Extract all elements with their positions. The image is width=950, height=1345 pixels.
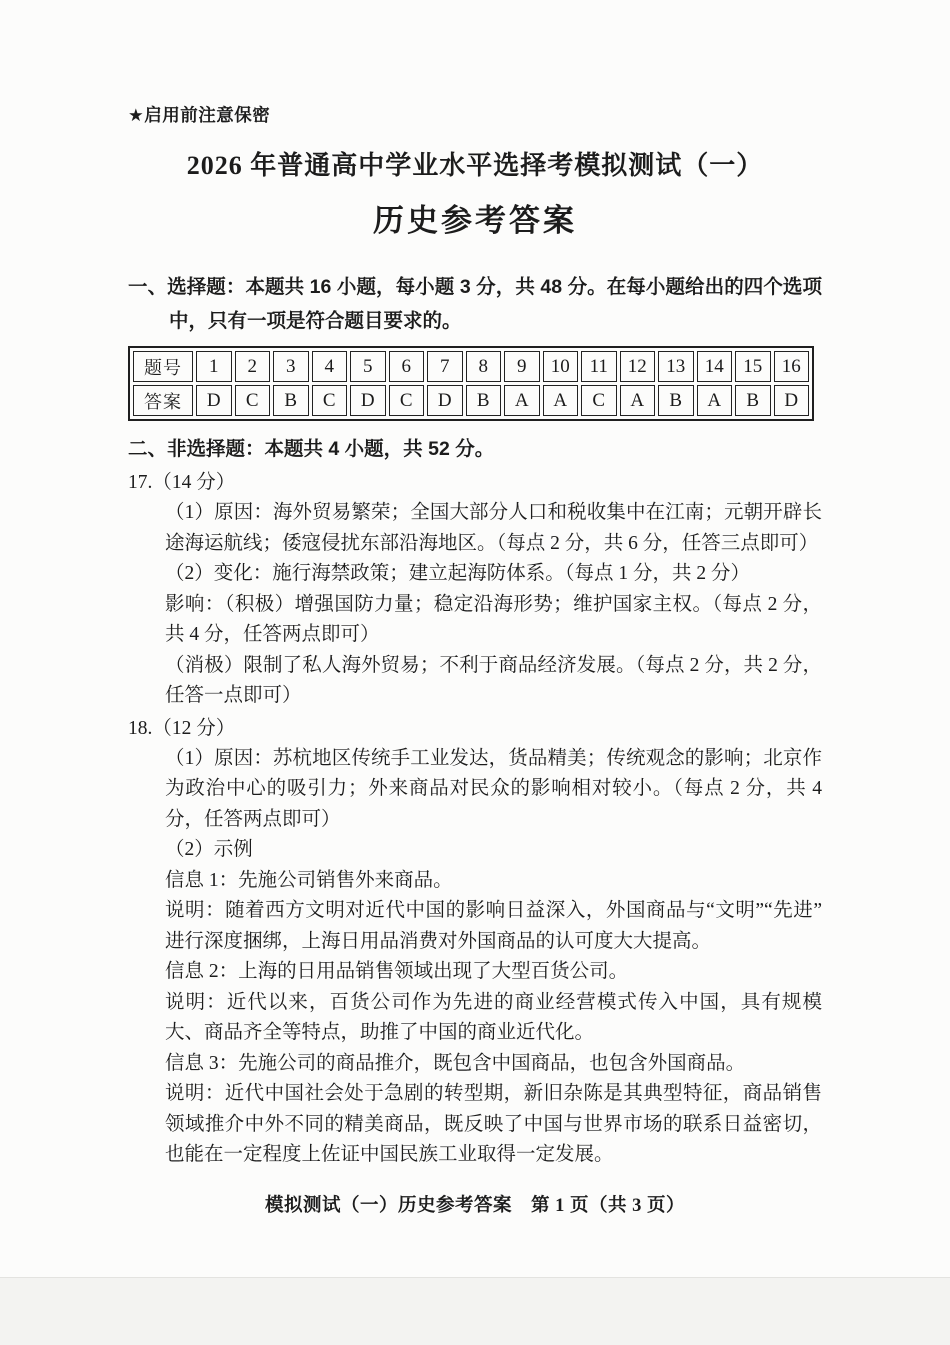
page-bottom-edge: [0, 1277, 950, 1345]
section-choice-heading: 一、选择题：本题共 16 小题，每小题 3 分，共 48 分。在每小题给出的四个选项中，只有一项是符合题目要求的。: [128, 276, 822, 332]
answer-cell: C: [389, 385, 425, 416]
question-17-answer-paragraph: （1）原因：海外贸易繁荣；全国大部分人口和税收集中在江南；元朝开辟长途海运航线；倭寇侵扰东部沿海地区。（每点 2 分，共 6 分，任答三点即可）: [165, 502, 822, 554]
question-number-cell: 5: [350, 351, 386, 382]
question-18-answer-paragraph: 信息 1：先施公司销售外来商品。: [165, 869, 453, 891]
question-18-answer-paragraph: 说明：近代中国社会处于急剧的转型期，新旧杂陈是其典型特征，商品销售领域推介中外不同的精美商品，既反映了中国与世界市场的联系日益密切，也能在一定程度上佐证中国民族工业取得一定发展。: [165, 1083, 822, 1165]
row-header-question-number: 题号: [133, 351, 193, 382]
answer-cell: A: [543, 385, 579, 416]
answer-row: [133, 385, 809, 416]
question-18-answer-paragraph: 说明：随着西方文明对近代中国的影响日益深入，外国商品与“文明”“先进”进行深度捆绑，上海日用品消费对外国商品的认可度大大提高。: [165, 900, 822, 952]
answer-cell: D: [774, 385, 810, 416]
question-number-cell: 10: [543, 351, 579, 382]
question-number-cell: 11: [581, 351, 617, 382]
question-number-cell: 7: [427, 351, 463, 382]
page-footer: 模拟测试（一）历史参考答案 第 1 页（共 3 页）: [264, 1195, 685, 1216]
question-number-cell: 9: [504, 351, 540, 382]
question-number-cell: 8: [466, 351, 502, 382]
question-number-cell: 3: [273, 351, 309, 382]
question-number-cell: 4: [312, 351, 348, 382]
subject-answer-title: 历史参考答案: [373, 203, 577, 238]
question-number-cell: 15: [735, 351, 771, 382]
question-17-label: 17.（14 分）: [128, 472, 236, 493]
answer-cell: B: [273, 385, 309, 416]
answer-cell: D: [196, 385, 232, 416]
question-number-cell: 6: [389, 351, 425, 382]
answer-table: [128, 346, 814, 421]
question-18-answer-paragraph: （1）原因：苏杭地区传统手工业发达，货品精美；传统观念的影响；北京作为政治中心的吸引力；外来商品对民众的影响相对较小。（每点 2 分，共 4 分，任答两点即可）: [165, 747, 822, 830]
question-17-answer-paragraph: 影响：（积极）增强国防力量；稳定沿海形势；维护国家主权。（每点 2 分，共 4 分，任答两点即可）: [165, 593, 822, 645]
question-number-cell: 16: [774, 351, 810, 382]
question-number-cell: 14: [697, 351, 733, 382]
question-18: [128, 714, 822, 1171]
question-18-answer-paragraph: 信息 3：先施公司的商品推介，既包含中国商品，也包含外国商品。: [165, 1052, 746, 1074]
exam-title: 2026 年普通高中学业水平选择考模拟测试（一）: [186, 151, 764, 180]
page-content: [128, 270, 822, 1217]
question-number-cell: 1: [196, 351, 232, 382]
question-17-answer-paragraph: （2）变化：施行海禁政策；建立起海防体系。（每点 1 分，共 2 分）: [165, 563, 751, 584]
answer-cell: D: [350, 385, 386, 416]
answer-cell: B: [658, 385, 694, 416]
section-free-heading: 二、非选择题：本题共 4 小题，共 52 分。: [128, 438, 495, 460]
question-18-answer-paragraph: 说明：近代以来，百货公司作为先进的商业经营模式传入中国，具有规模大、商品齐全等特点，助推了中国的商业近代化。: [165, 991, 822, 1043]
answer-cell: B: [735, 385, 771, 416]
question-17: [128, 468, 822, 712]
question-number-row: [133, 351, 809, 382]
question-18-label: 18.（12 分）: [128, 717, 236, 739]
row-header-answer: 答案: [133, 385, 193, 416]
question-number-cell: 13: [658, 351, 694, 382]
answer-cell: A: [697, 385, 733, 416]
answer-cell: C: [312, 385, 348, 416]
answer-cell: C: [581, 385, 617, 416]
secrecy-notice: ★启用前注意保密: [128, 105, 271, 125]
answer-cell: C: [235, 385, 271, 416]
answer-cell: D: [427, 385, 463, 416]
answer-cell: B: [466, 385, 502, 416]
answer-cell: A: [504, 385, 540, 416]
question-number-cell: 12: [620, 351, 656, 382]
answer-cell: A: [620, 385, 656, 416]
question-18-answer-paragraph: （2）示例: [165, 839, 253, 860]
question-17-answer-paragraph: （消极）限制了私人海外贸易；不利于商品经济发展。（每点 2 分，共 2 分，任答一点即可）: [165, 654, 822, 706]
question-18-answer-paragraph: 信息 2：上海的日用品销售领域出现了大型百货公司。: [165, 961, 629, 982]
question-number-cell: 2: [235, 351, 271, 382]
